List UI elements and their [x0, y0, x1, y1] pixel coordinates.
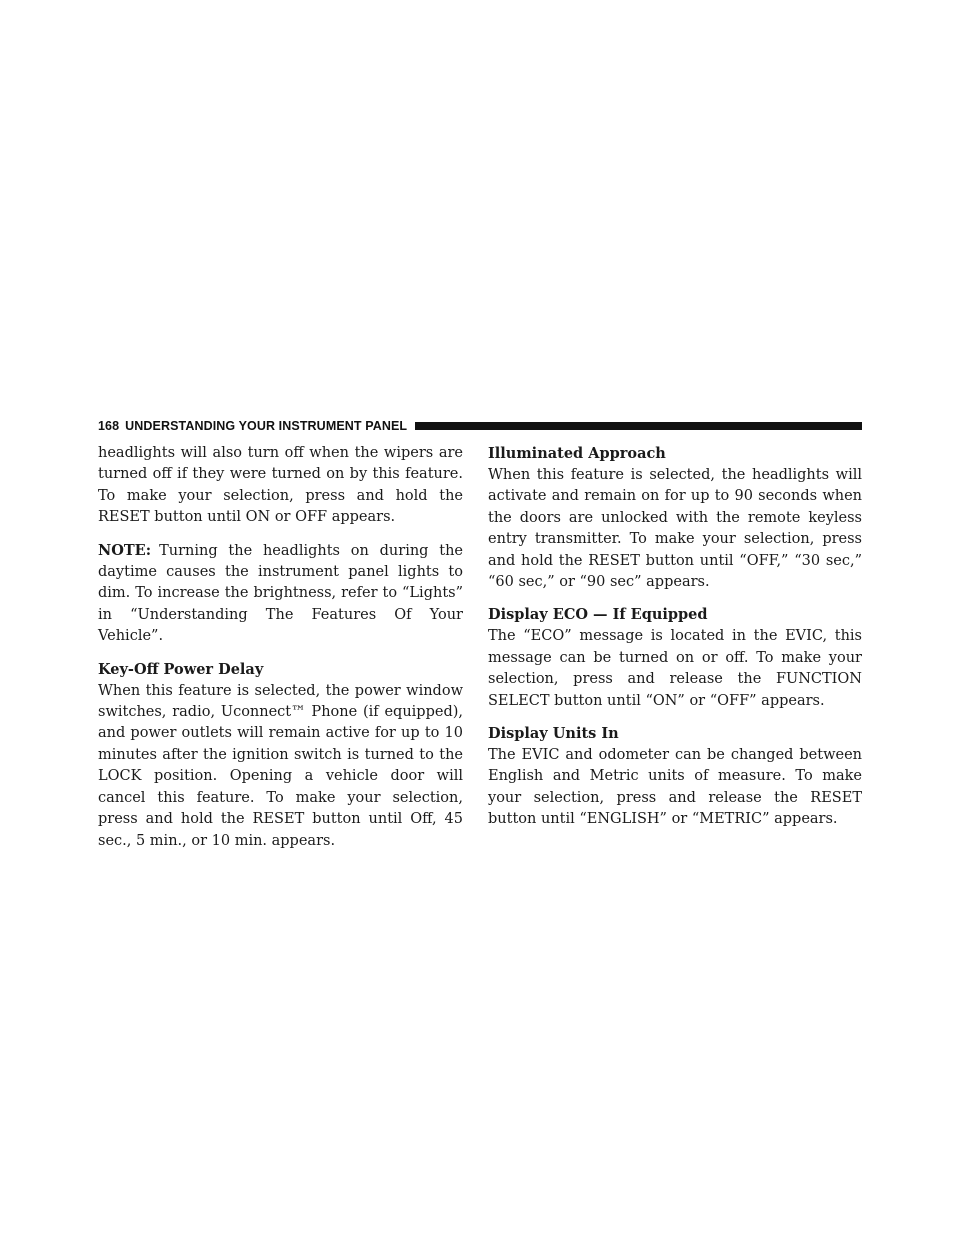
header-rule [415, 422, 862, 430]
key-off-paragraph: When this feature is selected, the power window switches, radio, Uconnect™ Phone (if equipped), and power outlets will remain active for up to 10 minutes after the ignition switch is turned to the LOCK position. Opening a vehicle door will cancel this feature. To make your selection, press and hold the RESET button until Off, 45 sec., 5 min., or 10 min. appears. [98, 682, 463, 849]
note-text: Turning the headlights on during the daytime causes the instrument panel lights to dim. To increase the brightness, refer to “Lights” in “Understanding The Features Of Your Vehicle”. [98, 542, 463, 645]
display-units-heading: Display Units In [488, 725, 619, 743]
key-off-heading: Key-Off Power Delay [98, 660, 264, 678]
page-header [98, 417, 862, 435]
section-title: UNDERSTANDING YOUR INSTRUMENT PANEL [125, 419, 408, 433]
left-column [98, 443, 463, 863]
intro-paragraph: headlights will also turn off when the wipers are turned off if they were turned on by this feature. To make your selection, press and hold the RESET button until ON or OFF appears. [98, 445, 463, 526]
display-eco-paragraph: The “ECO” message is located in the EVIC, this message can be turned on or off. To make your selection, press and release the FUNCTION SELECT button until “ON” or “OFF” appears. [488, 628, 862, 709]
illuminated-approach-heading: Illuminated Approach [488, 445, 666, 462]
right-column [488, 443, 862, 842]
note-paragraph [98, 540, 463, 648]
page-number: 168 [98, 419, 120, 433]
note-label: NOTE: [98, 541, 152, 559]
display-eco-heading: Display ECO — If Equipped [488, 606, 708, 624]
display-units-paragraph: The EVIC and odometer can be changed between English and Metric units of measure. To make your selection, press and release the RESET button until “ENGLISH” or “METRIC” appears. [488, 747, 862, 828]
illuminated-approach-paragraph: When this feature is selected, the headlights will activate and remain on for up to 90 seconds when the doors are unlocked with the remote keyless entry transmitter. To make your selection, press and hold the RESET button until “OFF,” “30 sec,” “60 sec,” or “90 sec” appears. [488, 467, 862, 591]
